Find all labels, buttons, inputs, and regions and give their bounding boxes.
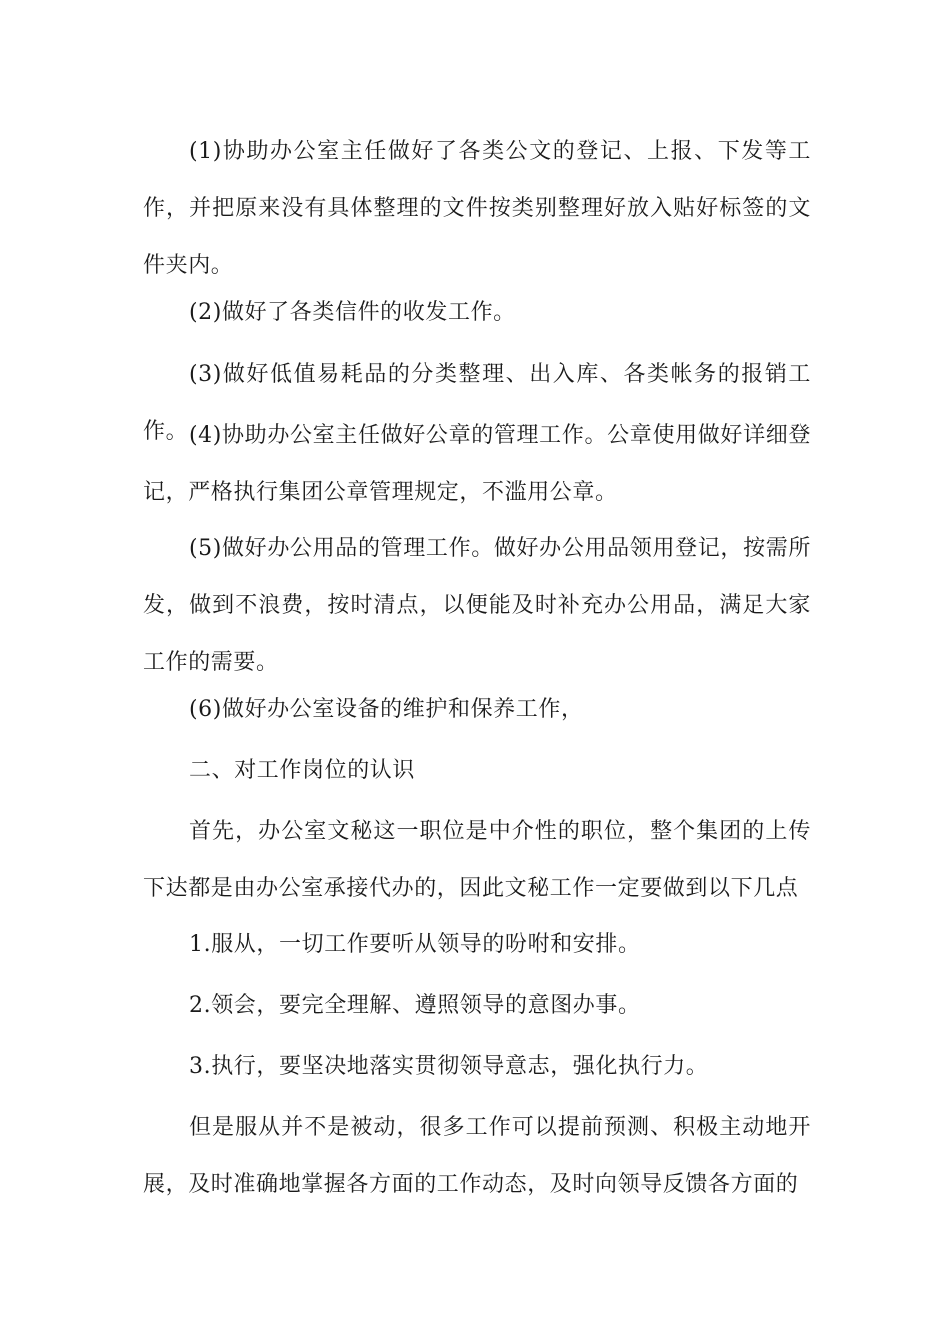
list-item-1: 1.服从，一切工作要听从领导的吩咐和安排。 xyxy=(189,932,641,957)
paragraph-item-3: (3)做好低值易耗品的分类整理、出入库、各类帐务的报销工作。 xyxy=(143,362,811,444)
paragraph-item-7: 首先，办公室文秘这一职位是中介性的职位，整个集团的上传下达都是由办公室承接代办的，因此文秘工作一定要做到以下几点 xyxy=(143,819,811,901)
paragraph-item-2: (2)做好了各类信件的收发工作。 xyxy=(189,300,516,325)
list-item-3: 3.执行，要坚决地落实贯彻领导意志，强化执行力。 xyxy=(189,1054,709,1079)
paragraph-item-5: (5)做好办公用品的管理工作。做好办公用品领用登记，按需所发，做到不浪费，按时清点，以便能及时补充办公用品，满足大家工作的需要。 xyxy=(143,536,811,675)
paragraph-item-1: (1)协助办公室主任做好了各类公文的登记、上报、下发等工作，并把原来没有具体整理的文件按类别整理好放入贴好标签的文件夹内。 xyxy=(143,139,811,278)
paragraph-item-6: (6)做好办公室设备的维护和保养工作， xyxy=(189,697,584,722)
section-heading: 二、对工作岗位的认识 xyxy=(189,758,416,783)
paragraph-item-8: 但是服从并不是被动，很多工作可以提前预测、积极主动地开展，及时准确地掌握各方面的工作动态，及时向领导反馈各方面的 xyxy=(143,1115,811,1197)
list-item-2: 2.领会，要完全理解、遵照领导的意图办事。 xyxy=(189,993,641,1018)
paragraph-item-4: (4)协助办公室主任做好公章的管理工作。公章使用做好详细登记，严格执行集团公章管理规定，不滥用公章。 xyxy=(143,423,811,505)
